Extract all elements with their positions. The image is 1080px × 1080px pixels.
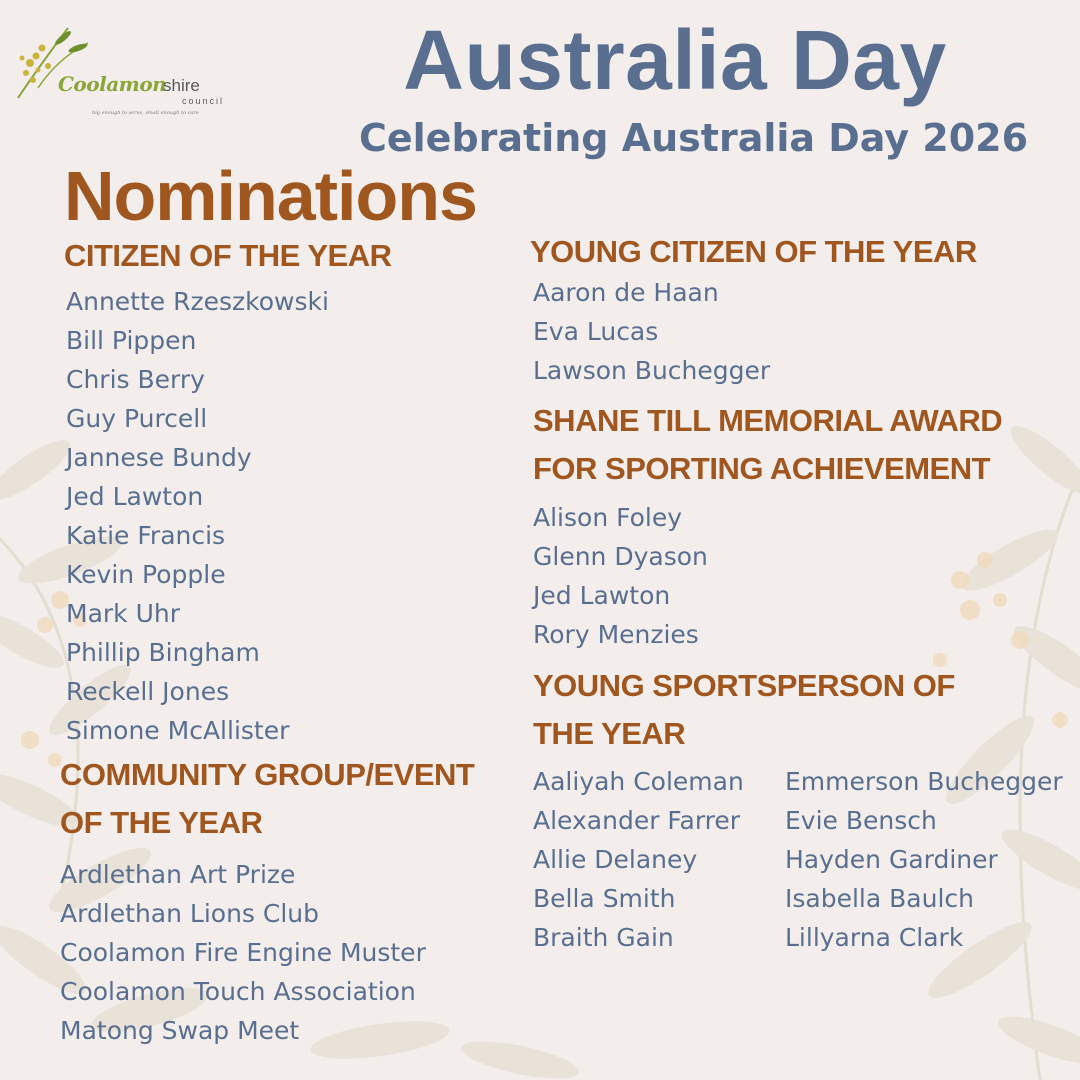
list-item: Alexander Farrer <box>533 806 741 835</box>
category-title-community <box>60 751 474 847</box>
list-item: Simone McAllister <box>66 716 290 745</box>
section-title: Nominations <box>64 157 477 235</box>
list-item: Hayden Gardiner <box>785 845 998 874</box>
list-item: Katie Francis <box>66 521 226 550</box>
list-item: Emmerson Buchegger <box>785 767 1063 796</box>
category-title-young-sportsperson <box>533 662 955 758</box>
nominee-list-community <box>60 855 426 1050</box>
list-item: Braith Gain <box>533 923 674 952</box>
list-item: Annette Rzeszkowski <box>66 287 329 316</box>
nominee-list-shane-till <box>533 498 708 654</box>
logo-tagline: big enough to serve, small enough to care <box>92 110 199 116</box>
list-item: Evie Bensch <box>785 806 937 835</box>
list-item: Ardlethan Art Prize <box>60 860 296 889</box>
category-title-citizen: CITIZEN OF THE YEAR <box>64 238 392 273</box>
list-item: Rory Menzies <box>533 620 699 649</box>
category-title-young-citizen: YOUNG CITIZEN OF THE YEAR <box>530 234 977 269</box>
list-item: Bill Pippen <box>66 326 197 355</box>
logo-wordmark: Coolamon <box>58 72 167 96</box>
page-title: Australia Day <box>403 13 947 107</box>
list-item: Lillyarna Clark <box>785 923 964 952</box>
logo-shire-text: shire <box>163 76 200 95</box>
nominee-list-young-sportsperson-col2 <box>785 762 1063 957</box>
list-item: Phillip Bingham <box>66 638 260 667</box>
logo-council-text: council <box>182 96 225 106</box>
category-title-line: FOR SPORTING ACHIEVEMENT <box>533 451 991 486</box>
list-item: Jed Lawton <box>66 482 204 511</box>
category-title-shane-till <box>533 397 1002 493</box>
list-item: Chris Berry <box>66 365 205 394</box>
nominee-list-citizen <box>66 282 329 750</box>
category-title-line: YOUNG SPORTSPERSON OF <box>533 668 955 703</box>
list-item: Allie Delaney <box>533 845 698 874</box>
list-item: Matong Swap Meet <box>60 1016 300 1045</box>
list-item: Aaron de Haan <box>533 278 719 307</box>
list-item: Coolamon Fire Engine Muster <box>60 938 426 967</box>
list-item: Aaliyah Coleman <box>533 767 744 796</box>
category-title-line: OF THE YEAR <box>60 805 263 840</box>
list-item: Ardlethan Lions Club <box>60 899 319 928</box>
category-title-line: THE YEAR <box>533 716 686 751</box>
list-item: Lawson Buchegger <box>533 356 771 385</box>
list-item: Glenn Dyason <box>533 542 708 571</box>
list-item: Mark Uhr <box>66 599 181 628</box>
category-title-line: SHANE TILL MEMORIAL AWARD <box>533 403 1003 438</box>
list-item: Eva Lucas <box>533 317 659 346</box>
category-title-line: COMMUNITY GROUP/EVENT <box>60 757 475 792</box>
list-item: Kevin Popple <box>66 560 226 589</box>
nominee-list-young-citizen <box>533 273 770 390</box>
list-item: Alison Foley <box>533 503 683 532</box>
list-item: Isabella Baulch <box>785 884 974 913</box>
nominee-list-young-sportsperson-col1 <box>533 762 744 957</box>
list-item: Coolamon Touch Association <box>60 977 416 1006</box>
list-item: Guy Purcell <box>66 404 208 433</box>
list-item: Jannese Bundy <box>66 443 252 472</box>
list-item: Bella Smith <box>533 884 676 913</box>
list-item: Jed Lawton <box>533 581 671 610</box>
page-subtitle: Celebrating Australia Day 2026 <box>359 116 1029 160</box>
list-item: Reckell Jones <box>66 677 230 706</box>
